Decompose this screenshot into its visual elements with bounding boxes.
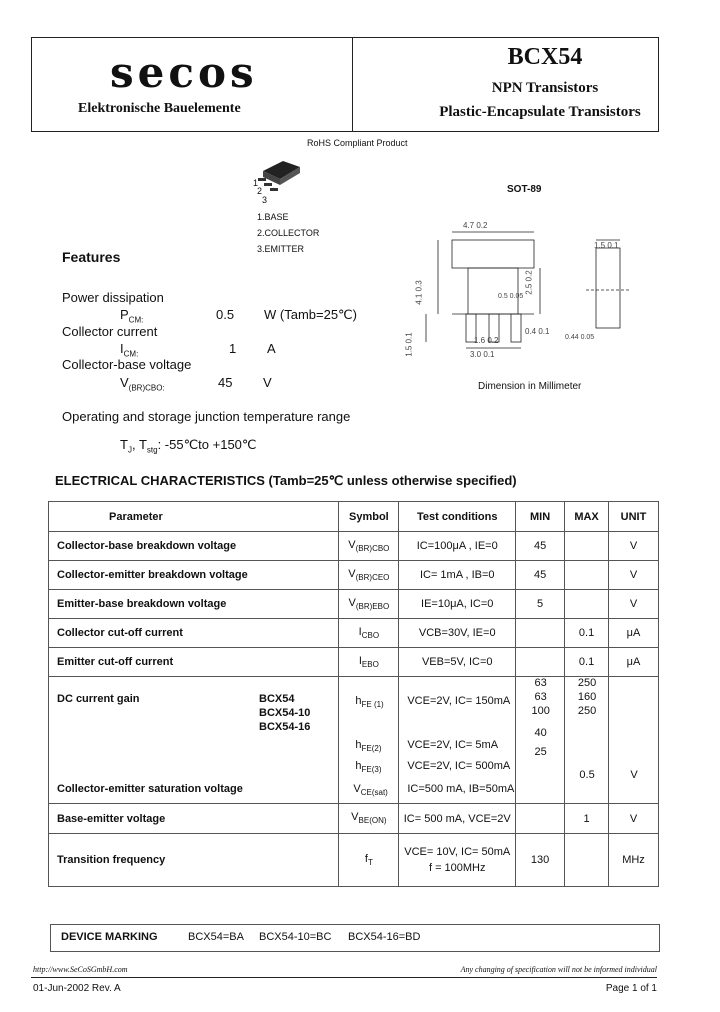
outline-tab <box>468 268 518 314</box>
row-parameter: Collector-emitter breakdown voltage <box>49 561 339 590</box>
dim-pitch: 1.5 0.1 <box>404 332 414 357</box>
dc-gain-row <box>49 677 659 804</box>
row-max <box>565 561 609 590</box>
row-symbol: $V_{(BR)CEO}$ <box>339 561 399 590</box>
marking-bcx54-10: BCX54-10=BC <box>259 931 332 943</box>
col-max: MAX <box>565 502 609 532</box>
row-max <box>565 532 609 561</box>
row-min <box>516 619 565 648</box>
icm-symbol: $I_{CM:}$ <box>120 341 139 359</box>
company-subtitle: Elektronische Bauelemente <box>78 101 241 116</box>
row-unit: V <box>609 561 659 590</box>
side-view <box>596 248 620 328</box>
row-max: 1 <box>565 804 609 834</box>
vcesat-condition: IC=500 mA, IB=50mA <box>407 783 515 795</box>
row-unit: V <box>609 532 659 561</box>
temp-label: Operating and storage junction temperature range <box>62 409 351 424</box>
row-condition: IE=10μA, IC=0 <box>399 590 516 619</box>
device-marking <box>50 924 660 952</box>
vcbo-label: Collector-base voltage <box>62 357 192 372</box>
hfe3-symbol: $h_{FE(3)}$ <box>355 760 382 775</box>
variant-bcx54-16: BCX54-16 <box>259 721 311 733</box>
row-min: 45 <box>516 561 565 590</box>
package-description: Plastic-Encapsulate Transistors <box>439 104 641 120</box>
marking-label: DEVICE MARKING <box>61 931 158 943</box>
row-min: 45 <box>516 532 565 561</box>
table-row <box>49 834 659 887</box>
min-hfe3: 25 <box>534 746 547 758</box>
outline-lead <box>511 314 521 342</box>
table-row <box>49 804 659 834</box>
company-logo: secos <box>110 48 258 97</box>
ec-table <box>48 501 659 887</box>
transistor-type: NPN Transistors <box>491 80 599 96</box>
ec-header-row <box>49 502 659 532</box>
dc-gain-label: DC current gain <box>57 693 140 705</box>
row-symbol: $f_T$ <box>339 834 399 887</box>
col-symbol: Symbol <box>339 502 399 532</box>
max-bcx54: 250 <box>577 677 597 689</box>
vcesat-symbol: $V_{CE(sat)}$ <box>353 783 388 798</box>
pin-lead <box>264 183 272 186</box>
dim-side: 2.5 0.2 <box>524 270 534 295</box>
col-unit: UNIT <box>609 502 659 532</box>
package-name: SOT-89 <box>507 184 542 195</box>
pin-number: 2 <box>257 186 263 196</box>
row-unit: μA <box>609 648 659 677</box>
dc-gain-unit-cell <box>609 677 659 804</box>
row-max: 0.1 <box>565 619 609 648</box>
table-row <box>49 648 659 677</box>
row-parameter: Base-emitter voltage <box>49 804 339 834</box>
ft-condition-2: f = 100MHz <box>428 862 486 874</box>
pin-base-label: 1.BASE <box>257 212 289 222</box>
table-row <box>49 590 659 619</box>
pcm-symbol: $P_{CM:}$ <box>120 307 144 325</box>
row-condition: VEB=5V, IC=0 <box>399 648 516 677</box>
row-symbol: $I_{CBO}$ <box>339 619 399 648</box>
dim-right-t: 0.44 0.05 <box>565 334 595 341</box>
table-row <box>49 561 659 590</box>
dim-top: 4.7 0.2 <box>463 221 488 230</box>
saturation-label: Collector-emitter saturation voltage <box>57 783 243 795</box>
col-conditions: Test conditions <box>399 502 516 532</box>
row-unit: V <box>609 804 659 834</box>
row-unit: V <box>609 590 659 619</box>
max-bcx54-10: 160 <box>577 691 597 703</box>
pin-lead <box>258 178 266 181</box>
hfe2-condition: VCE=2V, IC= 5mA <box>407 739 499 751</box>
pin-collector-label: 2.COLLECTOR <box>257 228 320 238</box>
min-bcx54-10: 63 <box>534 691 547 703</box>
row-parameter: Emitter-base breakdown voltage <box>49 590 339 619</box>
min-hfe2: 40 <box>534 727 547 739</box>
dc-gain-symbol-cell <box>339 677 399 804</box>
row-unit: μA <box>609 619 659 648</box>
row-condition: VCB=30V, IE=0 <box>399 619 516 648</box>
hfe2-symbol: $h_{FE(2)}$ <box>355 739 382 754</box>
vcbo-unit: V <box>263 375 272 390</box>
row-min <box>516 804 565 834</box>
ec-title: ELECTRICAL CHARACTERISTICS (Tamb=25℃ unless otherwise specified) <box>55 473 517 488</box>
hfe1-symbol: $h_{FE (1)}$ <box>355 695 384 710</box>
dc-gain-param-cell <box>49 677 339 804</box>
hfe3-condition: VCE=2V, IC= 500mA <box>407 760 511 772</box>
row-min <box>516 648 565 677</box>
ft-condition-1: VCE= 10V, IC= 50mA <box>404 846 511 858</box>
col-min: MIN <box>516 502 565 532</box>
pin-emitter-label: 3.EMITTER <box>257 244 305 254</box>
dimension-note: Dimension in Millimeter <box>478 381 582 392</box>
variant-bcx54: BCX54 <box>259 693 295 705</box>
row-parameter: Collector-base breakdown voltage <box>49 532 339 561</box>
dim-bottom: 3.0 0.1 <box>470 350 495 359</box>
row-max: 0.1 <box>565 648 609 677</box>
row-min: 130 <box>516 834 565 887</box>
vcbo-value: 45 <box>218 375 233 390</box>
unit-vcesat: V <box>630 769 638 781</box>
row-symbol: $V_{(BR)EBO}$ <box>339 590 399 619</box>
icm-value: 1 <box>229 341 237 356</box>
pin-lead <box>270 188 278 191</box>
power-label: Power dissipation <box>62 290 164 305</box>
footer-date: 01-Jun-2002 Rev. A <box>33 983 121 994</box>
row-max <box>565 590 609 619</box>
max-bcx54-16: 250 <box>577 705 597 717</box>
footer-page: Page 1 of 1 <box>605 983 657 994</box>
row-min: 5 <box>516 590 565 619</box>
row-condition: IC= 1mA , IB=0 <box>399 561 516 590</box>
row-parameter: Emitter cut-off current <box>49 648 339 677</box>
min-bcx54-16: 100 <box>531 705 550 717</box>
dim-left: 4.1 0.3 <box>414 280 424 305</box>
outline-body <box>452 240 534 268</box>
row-symbol: $I_{EBO}$ <box>339 648 399 677</box>
min-bcx54: 63 <box>534 677 547 689</box>
pcm-unit: W (Tamb=25℃) <box>264 307 357 322</box>
table-row <box>49 532 659 561</box>
footer-url[interactable]: http://www.SeCoSGmbH.com <box>33 965 128 974</box>
row-condition: IC= 500 mA, VCE=2V <box>399 804 516 834</box>
table-row <box>49 619 659 648</box>
vcbo-symbol: $V_{(BR)CBO:}$ <box>120 375 165 393</box>
dim-lead: 1.6 0.2 <box>474 336 499 345</box>
row-condition <box>399 834 516 887</box>
dc-gain-max-cell <box>565 677 609 804</box>
dc-gain-min-cell <box>516 677 565 804</box>
row-unit: MHz <box>609 834 659 887</box>
row-parameter: Transition frequency <box>49 834 339 887</box>
hfe1-condition: VCE=2V, IC= 150mA <box>407 695 511 707</box>
dim-tab: 0.4 0.1 <box>525 327 550 336</box>
dc-gain-cond-cell <box>399 677 516 804</box>
row-parameter: Collector cut-off current <box>49 619 339 648</box>
max-vcesat: 0.5 <box>579 769 595 781</box>
temp-range: $T_J$, $T_{stg}$: -55℃to +150℃ <box>120 437 257 455</box>
marking-bcx54: BCX54=BA <box>188 931 244 943</box>
pin-number: 3 <box>262 195 268 205</box>
rohs-label: RoHS Compliant Product <box>307 138 408 148</box>
pin-number: 1 <box>253 178 259 188</box>
header-divider <box>352 38 353 131</box>
pcm-value: 0.5 <box>216 307 235 322</box>
row-max <box>565 834 609 887</box>
dim-right-w: 1.5 0.1 <box>594 241 619 250</box>
marking-bcx54-16: BCX54-16=BD <box>348 931 421 943</box>
row-symbol: $V_{(BR)CBO}$ <box>339 532 399 561</box>
part-number: BCX54 <box>507 44 583 70</box>
icm-unit: A <box>267 341 276 356</box>
features-title: Features <box>62 249 121 265</box>
footer-note: Any changing of specification will not be informed individual <box>460 965 657 974</box>
ic-label: Collector current <box>62 324 158 339</box>
row-symbol: $V_{BE(ON)}$ <box>339 804 399 834</box>
row-condition: IC=100μA , IE=0 <box>399 532 516 561</box>
footer-divider <box>31 977 657 978</box>
dim-mid: 0.5 0.05 <box>498 293 524 300</box>
variant-bcx54-10: BCX54-10 <box>259 707 311 719</box>
col-parameter: Parameter <box>49 502 339 532</box>
